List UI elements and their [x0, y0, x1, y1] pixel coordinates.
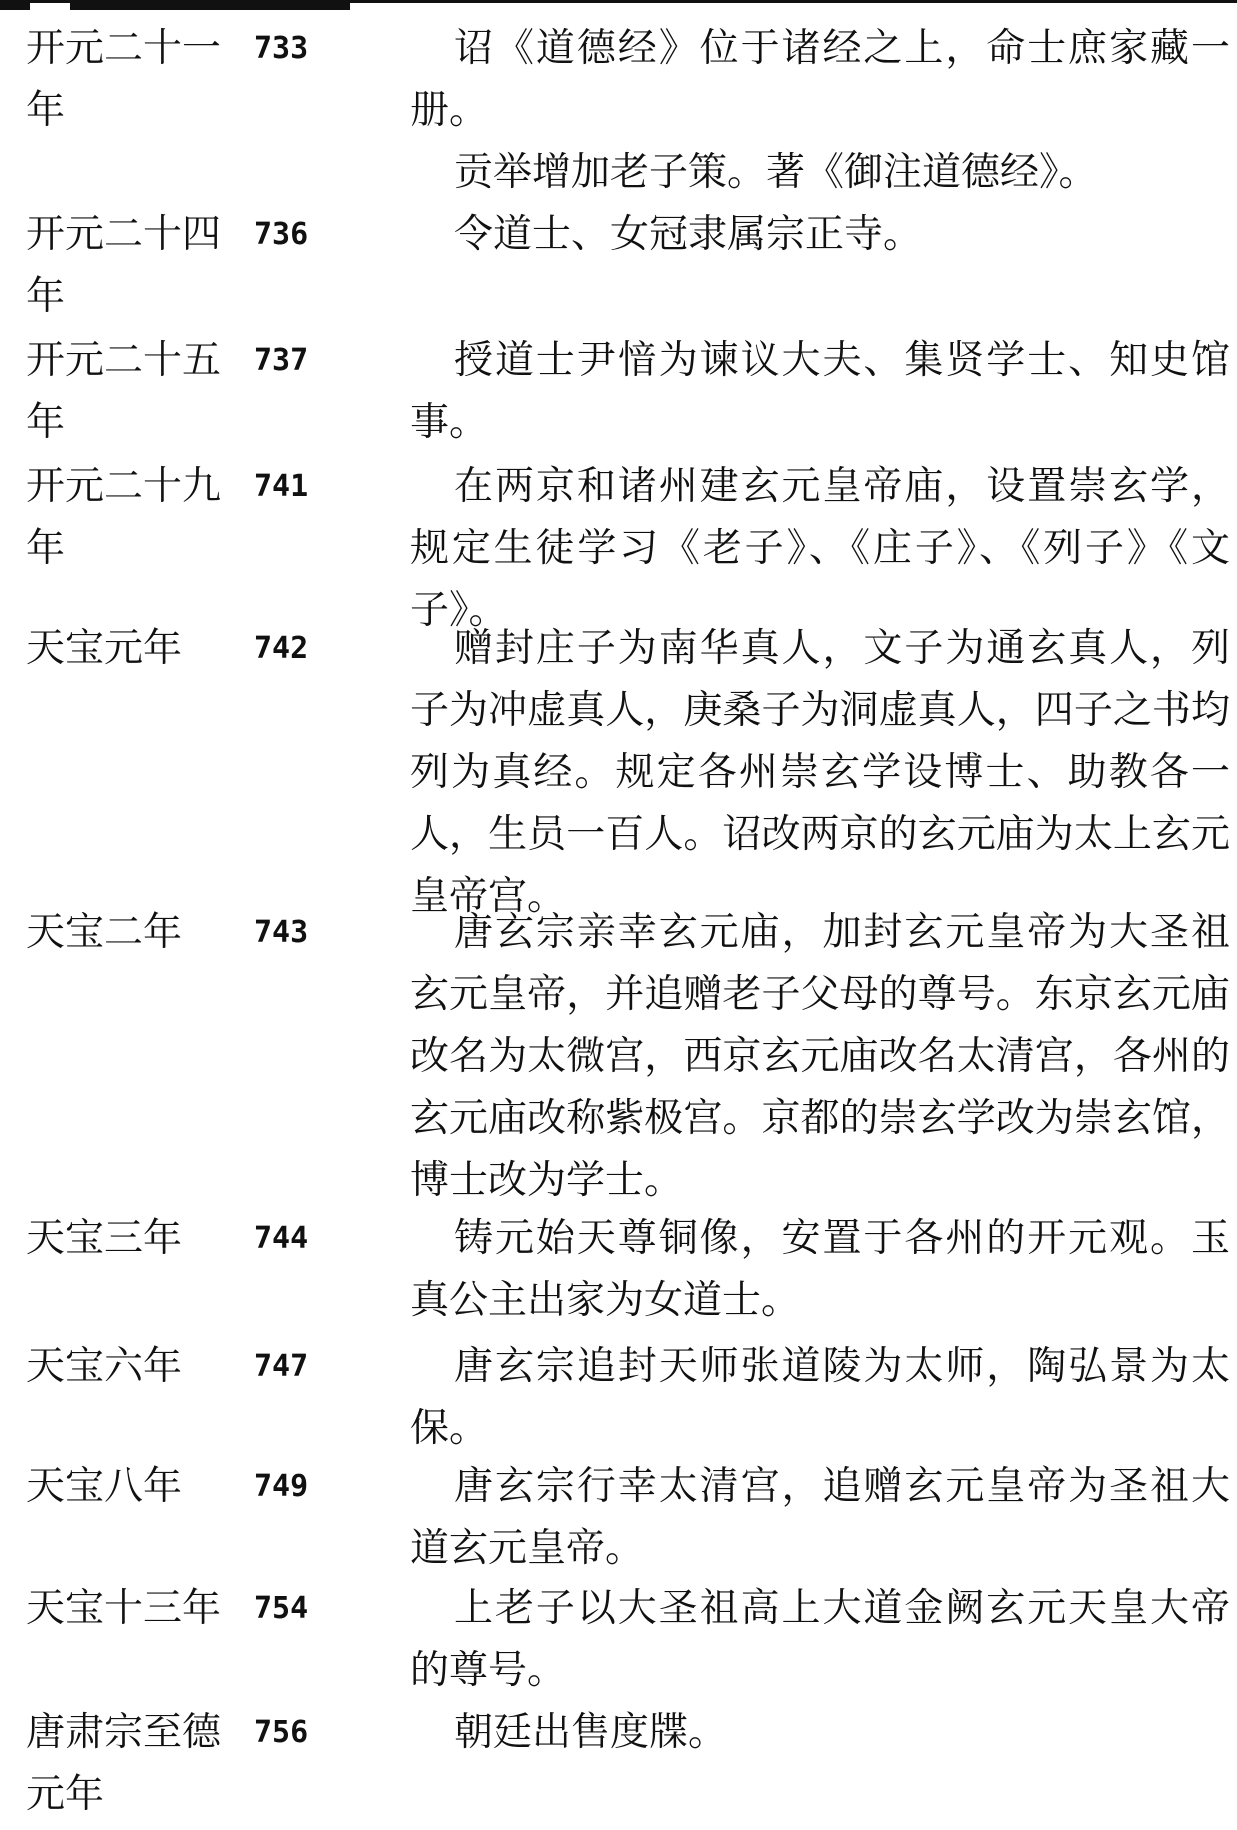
year-number: 744: [254, 1221, 309, 1256]
reign-name: 开元二十五年: [26, 338, 222, 445]
event-text: 授道士尹愔为谏议大夫、集贤学士、知史馆事。: [410, 338, 1230, 445]
reign-name: 天宝六年: [26, 1344, 183, 1389]
year-number: 747: [254, 1349, 309, 1384]
reign-name: 天宝三年: [26, 1216, 183, 1261]
top-rule: [0, 0, 1237, 12]
year-number: 741: [254, 469, 309, 504]
event-text: 唐玄宗亲幸玄元庙，加封玄元皇帝为大圣祖玄元皇帝，并追赠老子父母的尊号。东京玄元庙改名为太微宫，西京玄元庙改名太清宫，各州的玄元庙改称紫极宫。京都的崇玄学改为崇玄馆，博士改为学士。: [410, 910, 1230, 1203]
reign-name: 天宝八年: [26, 1464, 183, 1509]
reign-name: 开元二十一年: [26, 26, 222, 133]
rule-fragment: [0, 0, 30, 10]
event-text: 唐玄宗追封天师张道陵为太师，陶弘景为太保。: [410, 1344, 1230, 1451]
reign-name: 唐肃宗至德元年: [26, 1710, 222, 1817]
year-number: 742: [254, 631, 309, 666]
event-text: 令道士、女冠隶属宗正寺。: [454, 212, 923, 257]
year-number: 737: [254, 343, 309, 378]
event-text: 诏《道德经》位于诸经之上，命士庶家藏一册。: [410, 26, 1230, 133]
event-text: 赠封庄子为南华真人，文子为通玄真人，列子为冲虚真人，庚桑子为洞虚真人，四子之书均列为真经。规定各州崇玄学设博士、助教各一人，生员一百人。诏改两京的玄元庙为太上玄元皇帝宫。: [410, 626, 1230, 919]
reign-name: 天宝二年: [26, 910, 183, 955]
year-number: 743: [254, 915, 309, 950]
event-text: 铸元始天尊铜像，安置于各州的开元观。玉真公主出家为女道士。: [410, 1216, 1230, 1323]
event-text: 朝廷出售度牒。: [454, 1710, 728, 1755]
event-text: 在两京和诸州建玄元皇帝庙，设置崇玄学，规定生徒学习《老子》、《庄子》、《列子》《文子》。: [410, 464, 1230, 633]
event-text: 唐玄宗行幸太清宫，追赠玄元皇帝为圣祖大道玄元皇帝。: [410, 1464, 1230, 1571]
event-text: 贡举增加老子策。著《御注道德经》。: [454, 150, 1098, 195]
year-number: 756: [254, 1715, 309, 1750]
reign-name: 开元二十四年: [26, 212, 222, 319]
reign-name: 天宝十三年: [26, 1586, 222, 1631]
year-number: 749: [254, 1469, 309, 1504]
year-number: 733: [254, 31, 309, 66]
reign-name: 开元二十九年: [26, 464, 222, 571]
year-number: 754: [254, 1591, 309, 1626]
rule-fragment: [70, 0, 350, 10]
event-text: 上老子以大圣祖高上大道金阙玄元天皇大帝的尊号。: [410, 1586, 1230, 1693]
year-number: 736: [254, 217, 309, 252]
reign-name: 天宝元年: [26, 626, 183, 671]
